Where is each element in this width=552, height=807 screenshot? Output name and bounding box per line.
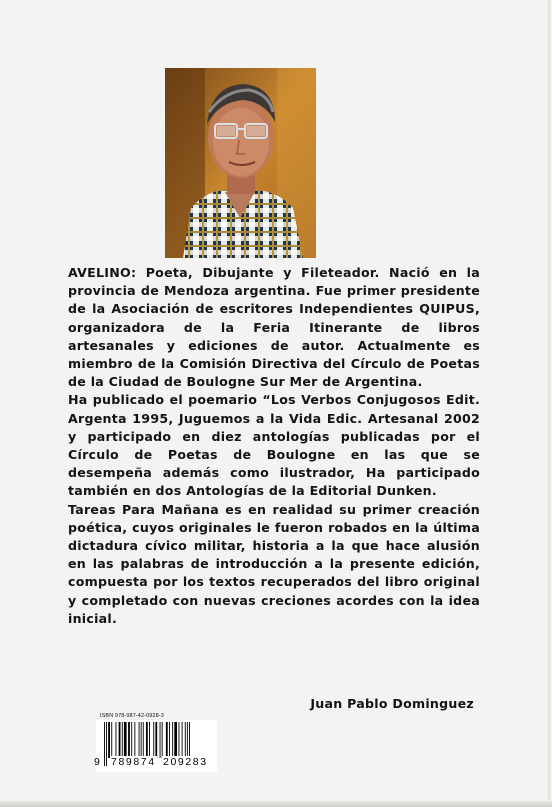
barcode-bar	[131, 722, 132, 758]
barcode-bar	[111, 722, 112, 758]
bio-paragraph: Ha publicado el poemario “Los Verbos Conjugosos Edit. Argenta 1995, Juguemos a la Vida Edic. Artesanal 2002 y participado en diez antologías publicadas por el Círculo de Poetas de Boulogne en las que se desempeña además como ilustrador, Ha participado también en dos Antologías de la Editorial Dunken.	[68, 392, 480, 499]
barcode-bar	[169, 722, 170, 758]
page-edge-bottom	[0, 801, 552, 807]
author-bio	[68, 264, 480, 628]
barcode-bar	[116, 722, 117, 758]
barcode-digit-first: 9	[94, 756, 100, 768]
bio-paragraph: AVELINO: Poeta, Dibujante y Fileteador. Nació en la provincia de Mendoza argentina. Fue primer presidente de la Asociación de escritores Independientes QUIPUS, organizadora de la Feria Itinerante de libros artesanales y ediciones de autor. Actualmente es miembro de la Comisión Directiva del Círculo de Poetas de la Ciudad de Boulogne Sur Mer de Argentina.	[68, 265, 480, 390]
signature: Juan Pablo Dominguez	[310, 696, 474, 711]
bio-paragraph: Tareas Para Mañana es en realidad su primer creación poética, cuyos originales le fueron robados en la última dictadura cívico militar, historia a la que hace alusión en las palabras de introducción a la presente edición, compuesta por los textos recuperados del libro original y completado con nuevas creciones acordes con la idea inicial.	[68, 501, 480, 626]
author-photo	[165, 68, 316, 258]
barcode-bar	[119, 722, 121, 758]
page-edge	[548, 0, 552, 807]
barcode-bar	[155, 722, 157, 758]
isbn-label: ISBN 978-987-42-0928-3	[100, 713, 164, 719]
barcode-bar	[139, 722, 140, 758]
barcode-number	[94, 756, 220, 768]
barcode-digits-right: 209283	[163, 756, 208, 768]
barcode-bar	[185, 722, 186, 758]
barcode-bar	[182, 722, 183, 758]
barcode-bar	[160, 722, 161, 758]
barcode-bar	[162, 722, 163, 758]
barcode-bar	[166, 722, 168, 758]
barcode-bar	[108, 722, 110, 758]
barcode-bar	[128, 722, 130, 758]
barcode-bar	[141, 722, 142, 758]
barcode-bar	[179, 722, 180, 758]
barcode-bar	[134, 722, 135, 758]
barcode-bar	[124, 722, 127, 758]
barcode-digits-left: 789874	[111, 756, 156, 768]
barcode-bar	[122, 722, 123, 758]
barcode-bar	[174, 722, 177, 758]
barcode-bar	[143, 722, 144, 758]
barcode-bar	[153, 722, 154, 758]
barcode-bar	[172, 722, 173, 758]
